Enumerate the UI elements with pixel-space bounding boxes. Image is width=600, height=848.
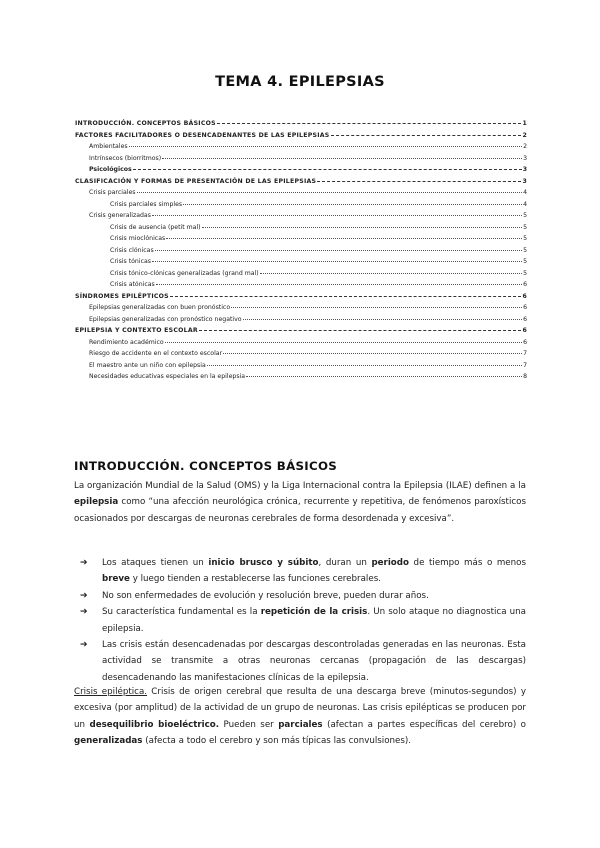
toc-entry-page: 3 [522,177,527,185]
text-run: y luego tienden a restablecerse las funciones cerebrales. [129,574,381,585]
bullet-item [80,588,526,604]
toc-entry-page: 4 [523,200,527,208]
toc-entry-page: 3 [523,154,527,162]
text-run: Los ataques tienen un [102,558,209,568]
toc-entry-label: Crisis parciales simples [110,200,183,208]
toc-entry[interactable] [75,256,527,268]
toc-leader [137,192,523,193]
toc-leader [217,123,522,124]
arrow-right-icon: ➔ [80,607,88,618]
toc-entry-label: Crisis de ausencia (petit mal) [110,223,201,231]
toc-entry-page: 6 [523,281,527,288]
toc-entry-page: 4 [523,189,527,196]
text-run: (afecta a todo el cerebro y son más típicas las convulsiones). [142,736,412,747]
toc-entry-page: 5 [523,223,527,231]
toc-entry[interactable] [75,348,527,360]
toc-leader [129,146,522,147]
toc-entry[interactable] [75,314,527,326]
toc-entry-page: 5 [523,212,527,219]
bullet-list [80,555,526,686]
bold-term: periodo [371,558,409,568]
toc-entry-page: 6 [523,304,527,311]
toc-entry-page: 1 [522,120,527,127]
toc-entry-label: FACTORES FACILITADORES O DESENCADENANTES DE LAS EPILEPSIAS [75,131,330,139]
underlined-term: Crisis epiléptica. [74,687,148,697]
toc-entry[interactable] [75,360,527,372]
toc-entry-page: 6 [522,327,527,334]
toc-leader [152,261,522,262]
toc-leader [156,284,522,285]
toc-entry-page: 5 [523,269,527,277]
toc-leader [317,181,521,182]
toc-entry-label: Epilepsias generalizadas con pronóstico negativo [89,315,242,323]
toc-entry[interactable] [75,325,527,337]
toc-entry[interactable] [75,371,527,383]
toc-entry-label: Ambientales [89,143,128,150]
toc-entry[interactable] [75,222,527,234]
text-run: (afectan a partes específicas del cerebro) o [322,719,526,730]
bold-term: generalizadas [74,736,143,747]
toc-entry-page: 3 [522,166,527,173]
toc-entry[interactable] [75,176,527,188]
toc-leader [183,204,522,205]
toc-entry[interactable] [75,268,527,280]
toc-leader [246,376,522,377]
table-of-contents [75,118,527,383]
document-title: TEMA 4. EPILEPSIAS [215,74,385,90]
bullet-item [80,555,526,588]
toc-entry[interactable] [75,210,527,222]
toc-leader [166,238,522,239]
bold-term: parciales [278,719,323,730]
toc-entry[interactable] [75,164,527,176]
toc-leader [165,342,522,343]
toc-entry-page: 7 [523,361,527,369]
toc-entry-label: Psicológicos [89,166,132,173]
toc-entry[interactable] [75,245,527,257]
text-run: No son enfermedades de evolución y resolución breve, pueden durar años. [102,590,429,601]
toc-leader [155,250,522,251]
toc-leader [152,215,522,216]
arrow-right-icon: ➔ [80,590,88,601]
toc-entry[interactable] [75,291,527,303]
toc-entry-label: SÍNDROMES EPILÉPTICOS [75,292,169,300]
toc-entry-label: Crisis tónico-clónicas generalizadas (grand mal) [110,269,259,277]
toc-entry-label: CLASIFICACIÓN Y FORMAS DE PRESENTACIÓN DE LAS EPILEPSIAS [75,177,317,185]
toc-entry-page: 8 [523,373,527,380]
toc-entry[interactable] [75,302,527,314]
toc-leader [231,307,522,308]
toc-entry-label: Crisis tónicas [110,258,151,265]
toc-entry[interactable] [75,233,527,245]
arrow-right-icon: ➔ [80,640,88,651]
intro-paragraph [74,478,526,527]
toc-entry[interactable] [75,199,527,211]
arrow-right-icon: ➔ [80,558,88,568]
toc-entry-page: 6 [523,315,527,323]
toc-entry-page: 2 [523,143,527,150]
toc-entry-label: Crisis atónicas [110,281,155,288]
toc-entry-page: 5 [523,258,527,265]
text-run: Crisis de origen cerebral que resulta de una descarga breve (minutos-segundos) y excesiva (por amplitud) de la actividad de un grupo de neuronas. Las crisis epilépticas se producen por un [74,687,526,730]
toc-leader [133,169,522,170]
toc-leader [223,353,522,354]
bold-term: inicio brusco y súbito [208,558,319,568]
bold-term: breve [102,574,130,585]
crisis-definition-paragraph [74,684,526,750]
toc-entry[interactable] [75,279,527,291]
toc-entry-label: Rendimiento académico [89,338,164,346]
toc-entry[interactable] [75,337,527,349]
bold-term: epilepsia [74,497,119,508]
toc-entry-page: 7 [523,350,527,357]
text-run: de tiempo más o menos [408,558,527,568]
toc-entry-label: Riesgo de accidente en el contexto escolar [89,350,223,357]
toc-leader [162,158,522,159]
toc-entry[interactable] [75,187,527,199]
bullet-item [80,604,526,637]
text-run: Las crisis están desencadenadas por descargas descontroladas generadas en las neuronas. Esta actividad se transmite a otras neuronas cercanas (propagación de las descargas) desencadenando las manifestaciones clínicas de la epilepsia. [102,640,526,683]
bold-term: repetición de la crisis [260,607,368,618]
toc-entry-page: 6 [522,292,527,300]
toc-entry-label: Crisis clónicas [110,246,154,254]
text-run: Su característica fundamental es la [102,607,261,618]
toc-entry[interactable] [75,130,527,142]
text-run: La organización Mundial de la Salud (OMS) y la Liga Internacional contra la Epilepsia (ILAE) definen a la [74,481,526,491]
toc-leader [260,273,522,274]
toc-entry-label: Epilepsias generalizadas con buen pronóstico [89,304,231,311]
text-run: como “una afección neurológica crónica, recurrente y repetitiva, de fenómenos paroxísticos ocasionados por descargas de neuronas cerebrales de forma desordenada y excesiva”. [74,497,526,524]
toc-entry-label: Crisis generalizadas [89,212,151,219]
text-run: . Un solo ataque no diagnostica una epilepsia. [102,607,526,634]
toc-entry-label: Necesidades educativas especiales en la epilepsia [89,373,246,380]
text-run: Pueden ser [219,719,279,730]
bold-term: desequilibrio bioeléctrico. [89,719,220,730]
text-run: , duran un [318,558,372,568]
toc-entry-label: Crisis parciales [89,189,136,196]
toc-leader [243,319,522,320]
toc-entry-page: 5 [523,246,527,254]
toc-leader [331,135,522,136]
bullet-item [80,637,526,686]
toc-leader [170,296,522,297]
toc-leader [207,365,522,366]
toc-entry-page: 2 [522,131,527,139]
toc-entry-label: EPILEPSIA Y CONTEXTO ESCOLAR [75,327,198,334]
toc-entry-label: Intrínsecos (biorritmos) [89,154,162,162]
toc-entry[interactable] [75,141,527,153]
toc-leader [199,330,522,331]
toc-leader [202,227,522,228]
toc-entry-label: El maestro ante un niño con epilepsia [89,361,206,369]
toc-entry-page: 5 [523,235,527,242]
toc-entry-label: Crisis mioclónicas [110,235,166,242]
toc-entry[interactable] [75,153,527,165]
section-heading: INTRODUCCIÓN. CONCEPTOS BÁSICOS [74,459,338,473]
toc-entry-page: 6 [523,338,527,346]
toc-entry-label: INTRODUCCIÓN. CONCEPTOS BÁSICOS [75,120,216,127]
toc-entry[interactable] [75,118,527,130]
